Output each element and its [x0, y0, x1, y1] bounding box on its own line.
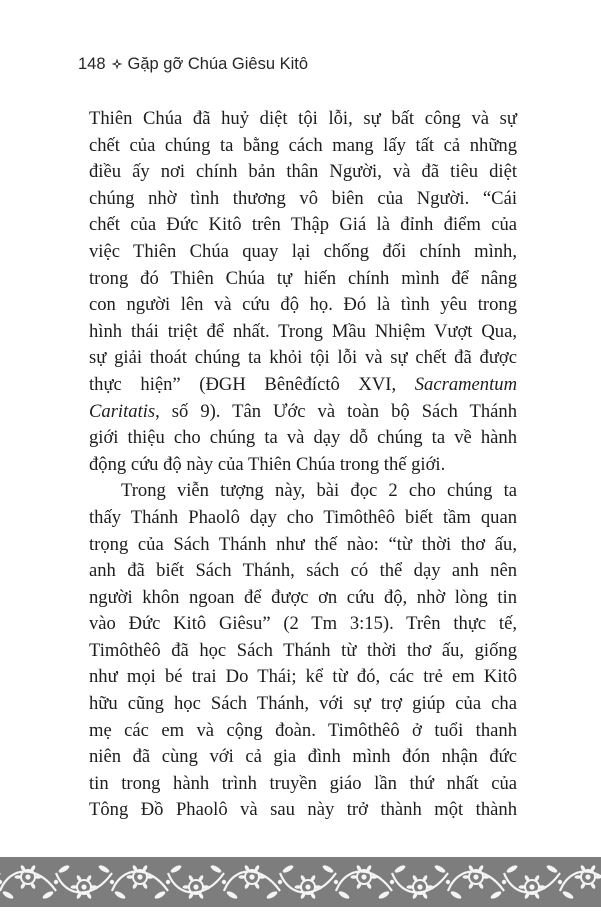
ornament-leaf [154, 890, 167, 900]
ornament-dot [110, 880, 114, 884]
ornament-leaf [378, 890, 391, 900]
ornament-dot [166, 880, 170, 884]
ornament-petal [483, 875, 490, 879]
ornament-petal [239, 875, 246, 879]
ornament-leaf [210, 864, 223, 874]
ornament-leaf [562, 890, 575, 900]
ornament-leaf [546, 864, 559, 874]
floral-border-ornament [0, 857, 601, 907]
text-line: tin trong hành trình truyền giáo lần thứ nhất của [89, 772, 517, 794]
italic-title: Caritatis [89, 400, 156, 422]
text-line: niên đã cùng với cả gia đình mình đón nhận đức [89, 746, 517, 768]
ornament-flower-center [585, 874, 590, 879]
ornament-flower-center [249, 874, 254, 879]
text-line: hữu cũng học Sách Thánh, với sự trợ giúp của cha [89, 693, 517, 715]
text-line: Timôthêô đã học Sách Thánh từ thời thơ ấu, giống [89, 639, 517, 661]
ornament-leaf [490, 890, 503, 900]
text-line: giới thiệu cho chúng ta và dạy dỗ chúng ta về hành [89, 427, 517, 449]
text-line: như mọi bé trai Do Thái; kể từ đó, các trẻ em Kitô [89, 666, 517, 688]
ornament-dot [278, 880, 282, 884]
text-line: trọng của Sách Thánh như thế nào: “từ thời thơ ấu, [89, 533, 517, 555]
ornament-leaf [322, 864, 335, 874]
ornament-dot [334, 880, 338, 884]
text-line [89, 372, 517, 399]
ornament-petal [371, 875, 378, 879]
ornament-petal [295, 885, 302, 889]
ornament-leaf [42, 890, 55, 900]
ornament-dot [390, 880, 394, 884]
text-line: hình thái triệt để nhất. Trong Mầu Nhiệm Vượt Qua, [89, 320, 517, 342]
ornament-petal [91, 885, 98, 889]
ornament-petal [127, 875, 134, 879]
text-line: Thiên Chúa đã huỷ diệt tội lỗi, sự bất công và sự [89, 108, 517, 129]
ornament-flower-center [193, 884, 198, 889]
ornament-petal [15, 875, 22, 879]
text-line: điều ấy nơi chính bản thân Người, và đã tiêu diệt [89, 161, 517, 183]
text-line: Trong viễn tượng này, bài đọc 2 cho chúng ta [121, 480, 517, 502]
text-line [89, 399, 517, 426]
text-line: con người lên và cứu độ họ. Đó là tình yêu trong [89, 294, 517, 316]
ornament-dot [0, 880, 2, 884]
ornament-flower-center [81, 884, 86, 889]
text-line: vào Đức Kitô Giêsu” (2 Tm 3:15). Trên thực tế, [89, 613, 517, 635]
ornament-petal [203, 885, 210, 889]
text-line: người khôn ngoan để được ơn cứu độ, nhờ lòng tin [89, 586, 517, 608]
floral-ornament-icon [0, 857, 601, 907]
text-run: , số 9). Tân Ước và toàn bộ Sách Thánh [155, 400, 517, 422]
text-run: thực hiện” (ĐGH Bênêđíctô XVI, [89, 373, 415, 395]
italic-title: Sacramentum [414, 373, 517, 395]
ornament-dot [558, 880, 562, 884]
ornament-leaf [394, 864, 407, 874]
text-line: chúng nhờ tình thương vô biên của Người. “Cái [89, 187, 517, 209]
ornament-flower-center [361, 874, 366, 879]
text-line: mẹ các em và cộng đoàn. Timôthêô ở tuổi thanh [89, 719, 517, 741]
ornament-petal [183, 885, 190, 889]
ornament-leaf [170, 864, 183, 874]
ornament-petal [539, 885, 546, 889]
ornament-flower-center [25, 874, 30, 879]
running-head [78, 52, 308, 76]
book-title: Gặp gỡ Chúa Giêsu Kitô [127, 54, 309, 73]
ornament-petal [35, 875, 42, 879]
ornament-dot [54, 880, 58, 884]
ornament-petal [71, 885, 78, 889]
ornament-petal [407, 885, 414, 889]
ornament-flower-center [417, 884, 422, 889]
text-line: sự giải thoát chúng ta khỏi tội lỗi và sự chết đã được [89, 347, 517, 369]
ornament-dot [502, 880, 506, 884]
ornament-flower-center [529, 884, 534, 889]
text-line: Tông Đồ Phaolô và sau này trở thành một thành [89, 799, 517, 821]
ornament-petal [575, 875, 582, 879]
text-line: thấy Thánh Phaolô dạy cho Timôthêô biết tầm quan [89, 506, 517, 528]
paragraph-2 [89, 478, 517, 824]
ornament-petal [351, 875, 358, 879]
ornament-petal [519, 885, 526, 889]
ornament-leaf [98, 864, 111, 874]
ornament-petal [259, 875, 266, 879]
ornament-leaf [266, 890, 279, 900]
ornament-petal [315, 885, 322, 889]
page-body [89, 106, 517, 824]
ornament-petal [147, 875, 154, 879]
cross-icon [111, 58, 123, 70]
ornament-flower-center [473, 874, 478, 879]
ornament-flower-center [305, 884, 310, 889]
ornament-leaf [434, 864, 447, 874]
ornament-flower-center [137, 874, 142, 879]
ornament-leaf [450, 890, 463, 900]
ornament-petal [427, 885, 434, 889]
ornament-leaf [282, 864, 295, 874]
ornament-dot [222, 880, 226, 884]
page-number: 148 [78, 54, 106, 73]
ornament-leaf [2, 890, 15, 900]
ornament-leaf [506, 864, 519, 874]
ornament-leaf [338, 890, 351, 900]
text-line: chết của chúng ta bằng cách mang lấy tất cả những [89, 134, 517, 156]
paragraph-1 [89, 106, 517, 478]
ornament-leaf [226, 890, 239, 900]
text-line: anh đã biết Sách Thánh, sách có thể dạy anh nên [89, 560, 517, 582]
text-line: động cứu độ này của Thiên Chúa trong thế giới. [89, 453, 446, 475]
text-line: việc Thiên Chúa quay lại chống đối chính mình, [89, 240, 517, 262]
ornament-leaf [58, 864, 71, 874]
text-line: chết của Đức Kitô trên Thập Giá là đỉnh điểm của [89, 214, 517, 236]
text-line: trong đó Thiên Chúa tự hiến chính mình để nâng [89, 267, 517, 289]
ornament-dot [446, 880, 450, 884]
ornament-petal [463, 875, 470, 879]
ornament-leaf [114, 890, 127, 900]
